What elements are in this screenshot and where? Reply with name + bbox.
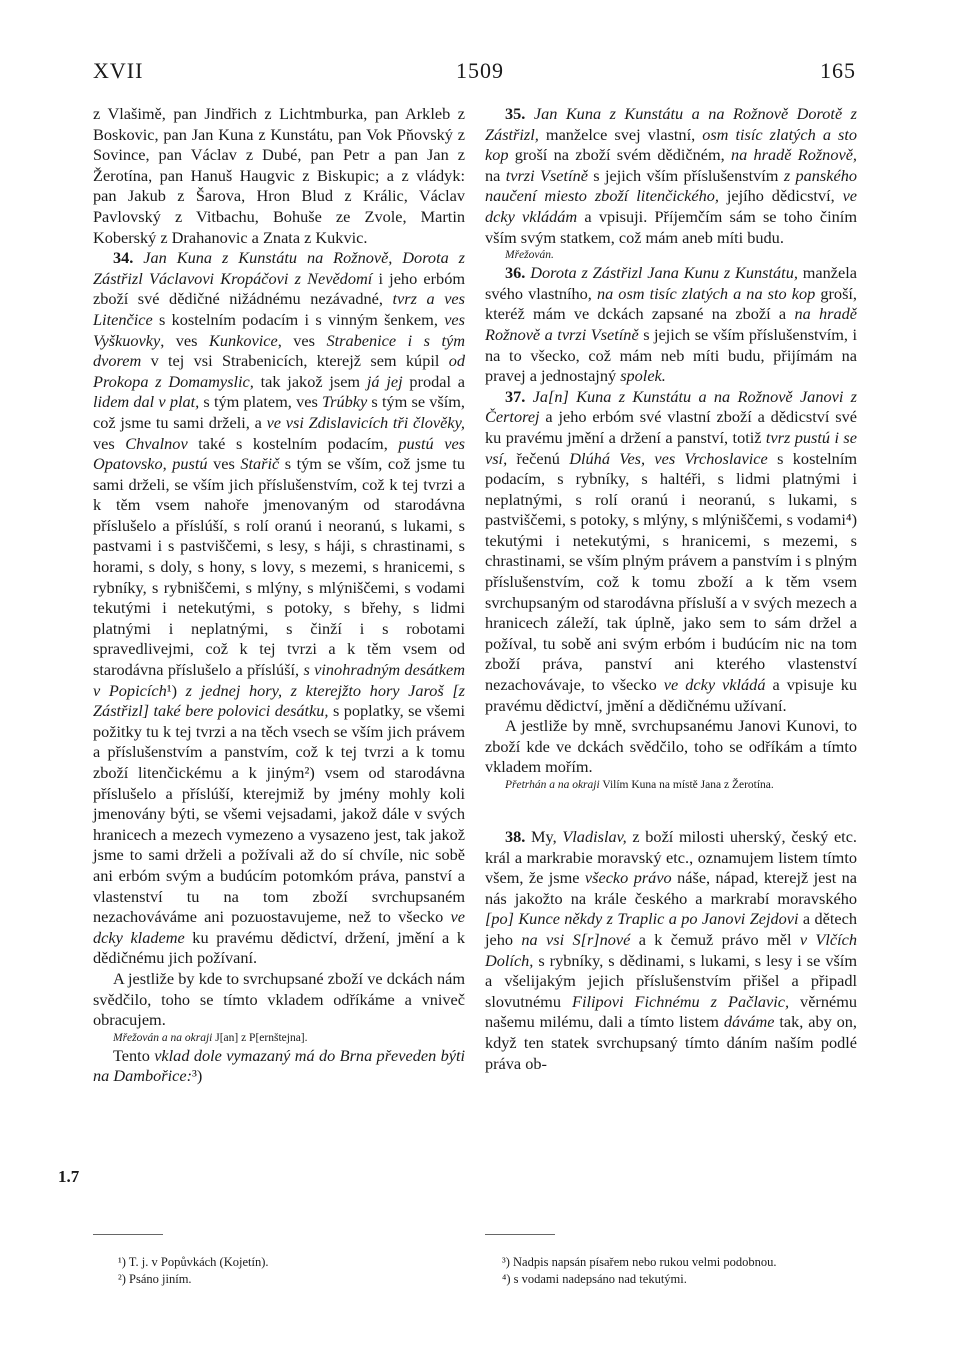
page-year: 1509 <box>456 58 504 83</box>
entry-34-transfer-note: Tento vklad dole vymazaný má do Brna převeden býti na Dambořice:³) <box>93 1045 465 1086</box>
entry-34-renunciation: A jestliže by kde to svrchupsané zboží ve dckách nám svědčilo, toho se tímto vkladem odříkáme a vniveč obracujem. <box>93 968 465 1030</box>
footnote: ³) Nadpis napsán písařem nebo rukou velmi podobnou. <box>502 1255 777 1269</box>
book-volume-number: XVII <box>93 58 144 83</box>
entry-33-continuation: z Vlašimě, pan Jindřich z Lichtmburka, pan Arkleb z Boskovic, pan Jan Kuna z Kunstátu, pan Vok Pňovský z Sovince, pan Václav z Dubé, pan Petr a pan Jan z Žerotína, pan Hanuš Haugvic z Biskupic; a z vládyk: pan Jakub z Šarova, Hron Blud z Králic, Václav Pavlovský z Vitbachu, Bohuše ze Zvole, Martin Koberský z Drahanovic a Znata z Kukvic. <box>93 104 465 247</box>
footnote: ⁴) s vodami nadepsáno nad tekutými. <box>502 1272 687 1286</box>
footnotes-right <box>502 1254 862 1288</box>
margin-mark: 1.7 <box>58 1167 80 1186</box>
entry-37: 37. Ja[n] Kuna z Kunstátu a na Rožnově Janovi z Čertorej a jeho erbóm své vlastní zboží a dědicství své ku pravému jmění a držení a panství, totiž tvrz pustú i se vsí, řečenú Dlúhá Ves, ves Vrchoslavice s kostelním podacím, s rybníky, s haltéři, s lidmi platnými i neplatnými, s rolí oranú i neoranú, s lukami, s pastviščemi, s potoky, s mlýny, s mlýniščemi, s vodami⁴) tekutými i netekutými, s hranicemi, s mezemi, s chrastinami, se vším plným právem a panstvím i s plným příslušenstvím, což k tomu zboží a k těm vsem svrchupsaným od starodávna přísluší a v svých mezech a hranicech záleží, tak úplně, jako sem to sám držel a požíval, tu sobě ani svým erbóm i budúcím nic na tom zboží práva, panství ani kterého vlastenství nezachovávaje, to všecko ve dcky vkládá a vpisuje ku pravému dědictví, jmění a dědičnému užívaní. <box>485 386 858 715</box>
footnote-rule <box>485 1234 555 1235</box>
entry-38: 38. My, Vladislav, z boží milosti uherský, český etc. král a markrabie moravský etc., oznamujem listem tímto všem, že jsme všecko právo náše, nápad, kterejž jest na nás jakožto na krále českého a markrabí moravského [po] Kunce někdy z Traplic a po Janovi Zejdovi a dětech jeho na vsi S[r]nové a k čemuž právo měl v Vlčích Dolích, s rybníky, s dědinami, s lukami, s lesy i se vším a všelijakým jejich příslušenstvím přišel a připadl slovutnému Filipovi Fichnému z Pačlavic, věrnému našemu milému, dali a tímto listem dáváme tak, aby on, když ten statek svrchupsaný tímto dáním naším podlé práva ob- <box>485 827 858 1073</box>
footnotes-left <box>118 1254 463 1288</box>
editor-note: Přetrhán a na okraji Vilím Kuna na místě Jana z Žerotína. <box>505 779 774 791</box>
page-number: 165 <box>820 58 856 83</box>
entry-number: 34. <box>113 248 134 268</box>
left-column <box>93 104 465 1087</box>
footnote: ¹) T. j. v Popůvkách (Kojetín). <box>118 1255 269 1269</box>
entry-36: 36. Dorota z Zástřizl Jana Kunu z Kunstátu, manžela svého vlastního, na osm tisíc zlatých a na sto kop groší, kteréž mám ve dckách zapsané na zboží a na hradě Rožnově a tvrzi Vsetíně s jejich se vším příslušenstvím, i na to všecko, což mám neb míti budu, přijímám na pravej a jednostajný spolek. <box>485 263 858 386</box>
entry-separator <box>485 793 857 827</box>
entry-34: 34. Jan Kuna z Kunstátu na Rožnově, Dorota z Zástřizl Václavovi Kropáčovi z Nevědomí i jeho erbóm zboží své dědičné nižádnému nezávadné, tvrz a ves Litenčice s kostelním podacím i s vinným šenkem, ves Vyškuovky, ves Kunkovice, ves Strabenice i s tým dvorem v tej vsi Strabenicích, kterejž sem kúpil od Prokopa z Domamyslic, tak jakož jsem já jej prodal a lidem dal v plat, s tým platem, ves Trúbky s tým se vším, což jsme tu sami drželi, a ve vsi Zdislavicích tři člověky, ves Chvalnov také s kostelním podacím, pustú ves Opatovsko, pustú ves Stařič s tým se vším, což jsme tu sami drželi, se vším jich příslušenstvím, což k tej tvrzi a k těm vsem nahoře jmenovaným od starodávna příslušelo a příslúší, s rolí oranú i neoranú, s lukami, s pastvami i s pastviščemi, s lesy, s háji, s chrastinami, s horami, s doly, s hony, s lovy, s mezemi, s hranicemi, s rybníky, s rybniščemi, s mlýny, s mlýniščemi, s vodami tekutými i netekutými, s potoky, s břehy, s lidmi platnými i neplatnými, s činží i s robotami spravedlivejmi, což k tej tvrzi a k těm vsem od starodávna příslušelo a příslúší, s vinohradným desátkem v Popicích¹) z jednej hory, z kterejžto hory Jaroš [z Zástřizl] také bere polovici desátku, s poplatky, se všemi požitky tu k tej tvrzi a na těch vsech se vším jich právem a příslušenstvím a panstvím, což k tej tvrzi a k tomu zboží litenčickému a k jiným²) vsem od starodávna příslušelo a příslúší, kterejmiž by jmény mohly koli jmenovány býti, se všemi vejsadami, jakož dále v svých hranicech a mezech vymezeno a vysazeno jest, tak jakož jsme to sami drželi a požívali až do sí chvíle, nic sobě ani erbóm svým a budúcím potomkóm práva, panství a vlastenství tu na tom zboží svrchupsaném nezachováváme ani pozuostavujeme, než to všecko ve dcky klademe ku pravému dědictví, držení, jmění a k dědičnému jich požívaní. <box>93 248 466 968</box>
editor-note: Mřežován. <box>505 249 554 262</box>
entry-35: 35. Jan Kuna z Kunstátu a na Rožnově Dorotě z Zástřizl, manželce svej vlastní, osm tisíc zlatých a sto kop groší na zboží svém dědičném, na hradě Rožnově, na tvrzi Vsetíně s jejich vším příslušenstvím z panského naučení miesto zboží litenčického, jejího dědicství, ve dcky vkládám a vpisuji. Příjemčím sám se toho činím vším svým statkem, což mám aneb míti budu. <box>485 104 858 247</box>
entry-37-renunciation: A jestliže by mně, svrchupsanému Janovi Kunovi, to zboží kde ve dckách svědčilo, toho se odříkám a tímto vkladem mořím. <box>485 716 857 777</box>
footnote: ²) Psáno jiním. <box>118 1272 192 1286</box>
right-column <box>485 104 857 1074</box>
editor-note: Mřežován a na okraji J[an] z P[ernštejna]. <box>113 1031 308 1044</box>
footnote-rule <box>93 1234 163 1235</box>
